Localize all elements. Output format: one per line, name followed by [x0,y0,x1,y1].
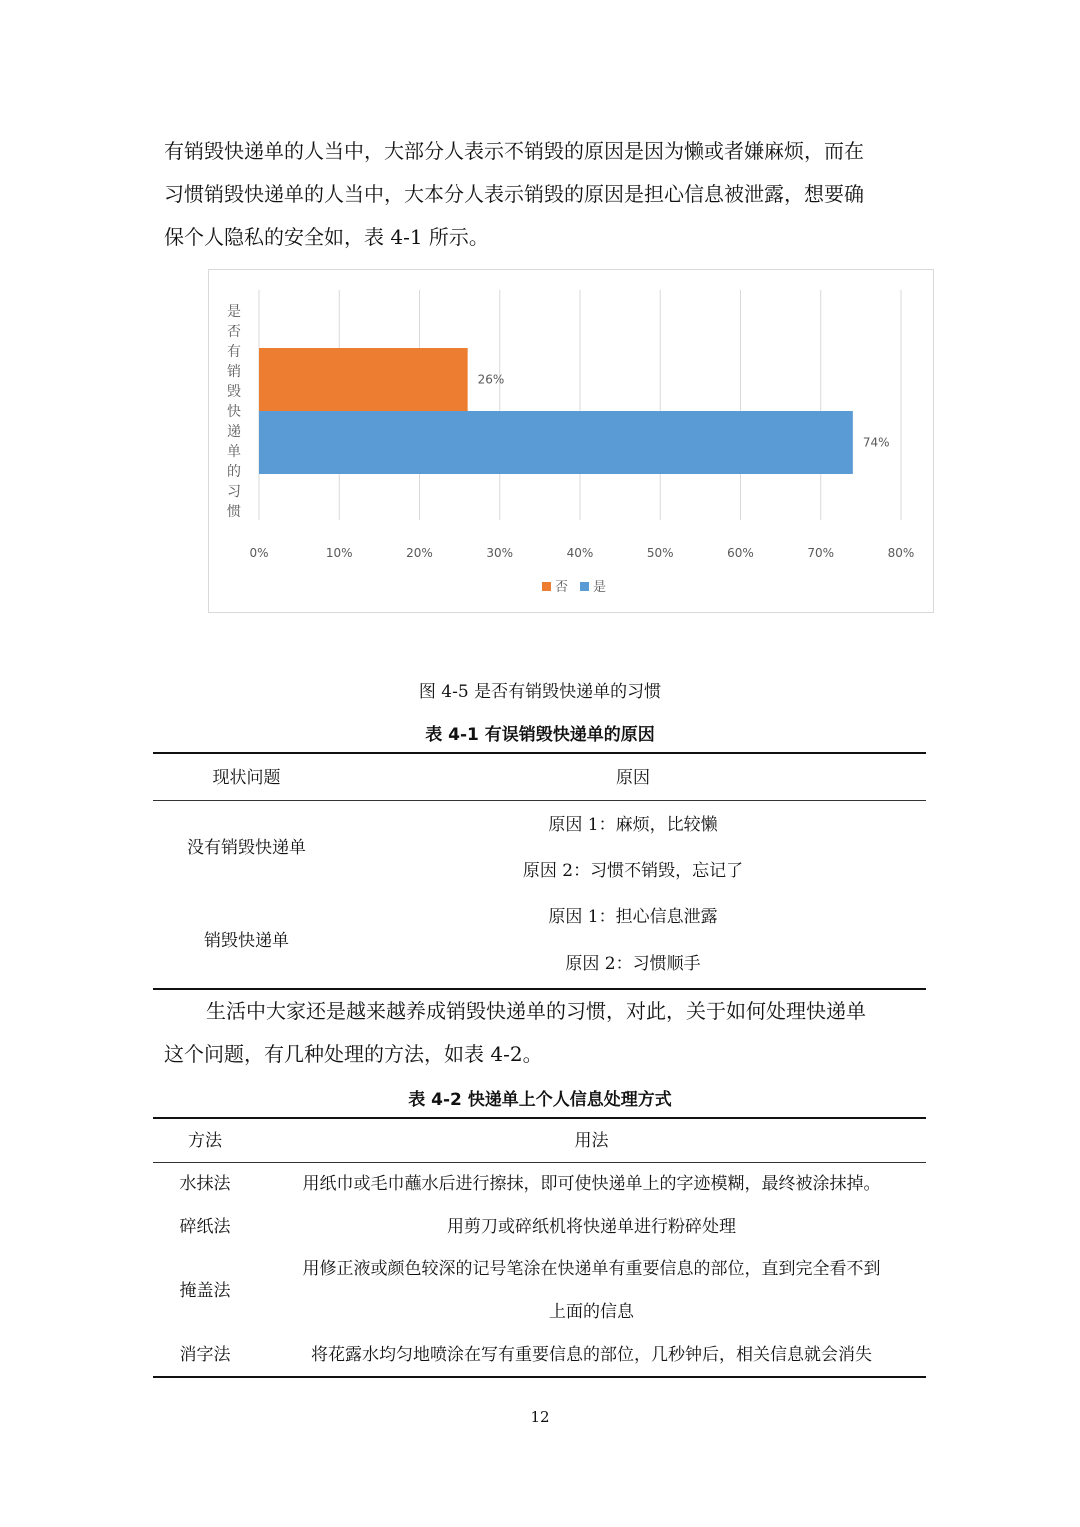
y-axis-label-char: 的 [227,464,241,480]
legend-label: 否 [555,580,569,595]
legend-swatch [580,582,589,591]
table2-usage-cell: 用修正液或颜色较深的记号笔涂在快递单有重要信息的部位，直到完全看不到 [302,1259,881,1279]
x-tick-label: 70% [807,546,835,560]
y-axis-label-char: 是 [227,304,241,320]
table2-top-rule [153,1117,926,1119]
table2-method-cell: 碎纸法 [179,1217,231,1237]
body-paragraph-2 [164,990,924,1076]
table1-caption: 表 4-1 有误销毁快递单的原因 [425,725,655,745]
table2-usage-cell: 用纸巾或毛巾蘸水后进行擦抹，即可使快递单上的字迹模糊，最终被涂抹掉。 [302,1174,881,1194]
table2-header-usage: 用法 [574,1131,609,1151]
x-tick-label: 30% [486,546,514,560]
table2-bottom-rule [153,1376,926,1378]
y-axis-label-char: 惯 [227,504,241,520]
data-label: 26% [477,372,505,387]
x-tick-label: 80% [887,546,915,560]
paragraph-line: 生活中大家还是越来越养成销毁快递单的习惯，对此，关于如何处理快递单 [206,999,866,1023]
bar-no [259,348,468,411]
data-label: 74% [862,435,890,450]
page-number: 12 [530,1408,550,1426]
table2-usage-cell: 用剪刀或碎纸机将快递单进行粉碎处理 [447,1217,736,1237]
y-axis-label-char: 快 [227,404,241,420]
x-tick-label: 0% [249,546,269,560]
table1-issue-cell: 销毁快递单 [204,931,289,951]
paragraph-line: 有销毁快递单的人当中，大部分人表示不销毁的原因是因为懒或者嫌麻烦，而在 [164,139,864,163]
table2-header-method: 方法 [188,1131,222,1151]
paragraph-line: 这个问题，有几种处理的方法，如表 4-2。 [164,1042,543,1066]
x-tick-label: 50% [646,546,674,560]
x-tick-label: 10% [325,546,353,560]
table2-usage-cell: 上面的信息 [549,1302,634,1322]
y-axis-label-char: 习 [227,484,241,500]
table1-header-issue: 现状问题 [212,768,281,788]
x-tick-label: 20% [406,546,433,560]
table1-reason-cell: 原因 1：麻烦，比较懒 [548,815,718,835]
x-tick-label: 60% [727,546,754,560]
chart-canvas [209,270,935,614]
y-axis-label-char: 单 [227,444,241,460]
bar-chart [208,269,934,613]
table2-caption: 表 4-2 快递单上个人信息处理方式 [408,1090,672,1110]
table2-header-rule [153,1162,926,1163]
table1-header-rule [153,800,926,801]
table2-method-cell: 水抹法 [179,1174,231,1194]
y-axis-label-char: 销 [227,364,241,380]
legend-label: 是 [593,580,607,595]
table1-header-reason: 原因 [616,768,650,788]
table1-top-rule [153,752,926,754]
chart-y-axis-label [227,304,241,520]
legend-swatch [542,582,551,591]
body-paragraph-1 [164,130,924,259]
chart-legend [542,580,606,595]
table2-method-cell: 掩盖法 [179,1281,231,1301]
table2-method-cell: 消字法 [179,1345,231,1365]
table2-usage-cell: 将花露水均匀地喷涂在写有重要信息的部位，几秒钟后，相关信息就会消失 [311,1345,872,1365]
x-tick-label: 40% [566,546,594,560]
figure-caption: 图 4-5 是否有销毁快递单的习惯 [418,682,662,702]
table1-issue-cell: 没有销毁快递单 [187,838,306,858]
y-axis-label-char: 毁 [227,384,241,400]
chart-x-ticks [249,546,914,560]
table1-reason-cell: 原因 1：担心信息泄露 [548,907,718,927]
paragraph-line: 习惯销毁快递单的人当中，大本分人表示销毁的原因是担心信息被泄露，想要确 [164,182,864,206]
y-axis-label-char: 有 [227,344,241,360]
table1-reason-cell: 原因 2：习惯不销毁，忘记了 [522,861,744,881]
y-axis-label-char: 递 [227,424,241,440]
paragraph-line: 保个人隐私的安全如，表 4-1 所示。 [164,225,489,249]
bar-yes [259,411,853,474]
table1-reason-cell: 原因 2：习惯顺手 [565,954,701,974]
y-axis-label-char: 否 [227,324,241,340]
chart-bars [259,348,890,474]
